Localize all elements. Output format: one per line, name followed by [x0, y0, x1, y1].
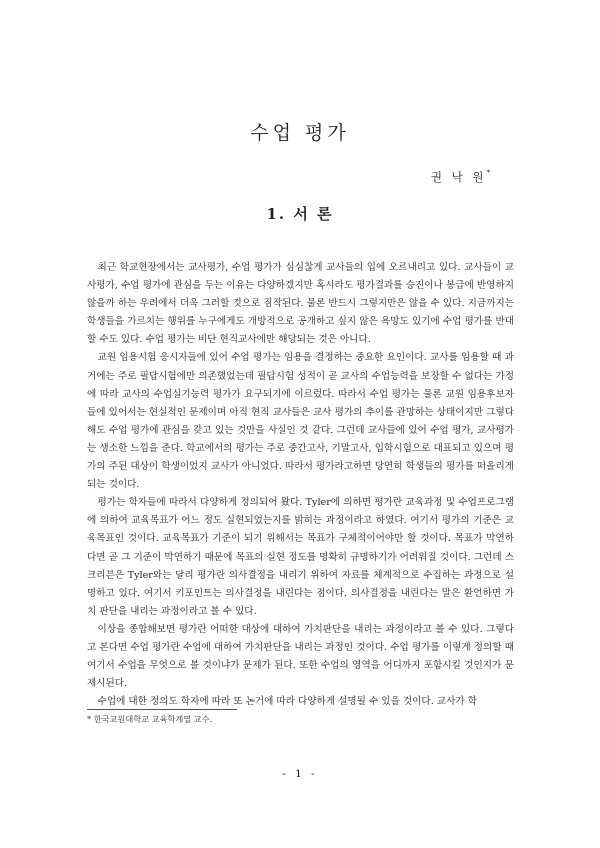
paragraph: 교원 임용시험 응시자들에 있어 수업 평가는 임용을 결정하는 중요한 요인이다. 교사를 임용할 때 과거에는 주로 필답시험에만 의존했었는데 필답시험 성적이 곧 교사의 수업능력을 보장할 수 없다는 가정에 따라 교사의 수업실기능력 평가가 요구되기에 이르렀다. 따라서 수업 평가는 물론 교원 임용후보자들에 있어서는 현실적인 문제이며 아직 현직 교사들은 교사 평가의 추이를 관망하는 상태이지만 그렇다 해도 수업 평가에 관심을 갖고 있는 것만을 사실인 것 같다. 그런데 교사들에 있어 수업 평가, 교사평가는 생소한 느낌을 준다. 학교에서의 평가는 주로 중간고사, 기말고사, 입학시험으로 대표되고 있으며 평가의 주된 대상이 학생이었지 교사가 아니었다. 따라서 평가라고하면 당연히 학생들의 평가를 떠올리게 되는 것이다. — [87, 352, 514, 491]
author — [431, 169, 490, 185]
paragraph: 평가는 학자들에 따라서 다양하게 정의되어 왔다. Tyler에 의하면 평가란 교육과정 및 수업프로그램에 의하여 교육목표가 어느 정도 실현되었는지를 밝히는 과정이라고 하였다. 여기서 평가의 기준은 교육목표인 것이다. 교육목표가 기준이 되기 위해서는 목표가 구체적이어야만 할 것이다. 목표가 막연하다면 곧 그 기준이 막연하기 때문에 목표의 실현 정도를 명확히 규명하기가 어려워질 것이다. 그런데 스크리븐은 Tyler와는 달리 평가란 의사결정을 내리기 위하여 자료를 체계적으로 수집하는 과정으로 설명하고 있다. 여기서 키포인트는 의사결정을 내린다는 점이다. 의사결정을 내린다는 말은 환언하면 가치 판단을 내리는 과정이라고 볼 수 있다. — [87, 497, 514, 617]
footnote: * 한국교원대학교 교육학계열 교수. — [87, 714, 213, 724]
author-footnote-mark: * — [486, 169, 490, 178]
paragraph: 이상을 종합해보면 평가란 어떠한 대상에 대하여 가치판단을 내리는 과정이라고 볼 수 있다. 그렇다고 본다면 수업 평가란 수업에 대하여 가치판단을 내리는 과정인 것이다. 수업 평가를 이렇게 정의할 때 여기서 수업을 무엇으로 볼 것이냐가 문제가 된다. 또한 수업의 영역을 어디까지 포함시킬 것인지가 문제시된다. — [87, 623, 514, 690]
page-number: - 1 - — [282, 768, 318, 780]
section-heading: 1. 서 론 — [266, 205, 334, 223]
paragraph: 최근 학교현장에서는 교사평가, 수업 평가가 심심찮게 교사들의 입에 오르내리고 있다. 교사들이 교사평가, 수업 평가에 관심을 두는 이유는 다양하겠지만 혹시라도 평가결과를 승진이나 봉급에 반영하지 않을까 하는 우려에서 더욱 그러할 것으로 짐작된다. 물론 반드시 그렇지만은 않을 수 있다. 지금까지는 학생들을 가르치는 행위를 누구에게도 개방적으로 공개하고 싶지 않은 욕망도 있기에 수업 평가를 반대할 수도 있다. 수업 평가는 비단 현직교사에만 해당되는 것은 아니다. — [87, 262, 514, 346]
body-text — [87, 259, 514, 711]
footnote-divider — [87, 709, 237, 710]
document-title: 수업 평가 — [250, 122, 350, 144]
paragraph: 수업에 대한 정의도 학자에 따라 또 논거에 따라 다양하게 설명될 수 있을 것이다. 교사가 학 — [97, 696, 477, 708]
author-name: 권 낙 원 — [430, 170, 487, 184]
